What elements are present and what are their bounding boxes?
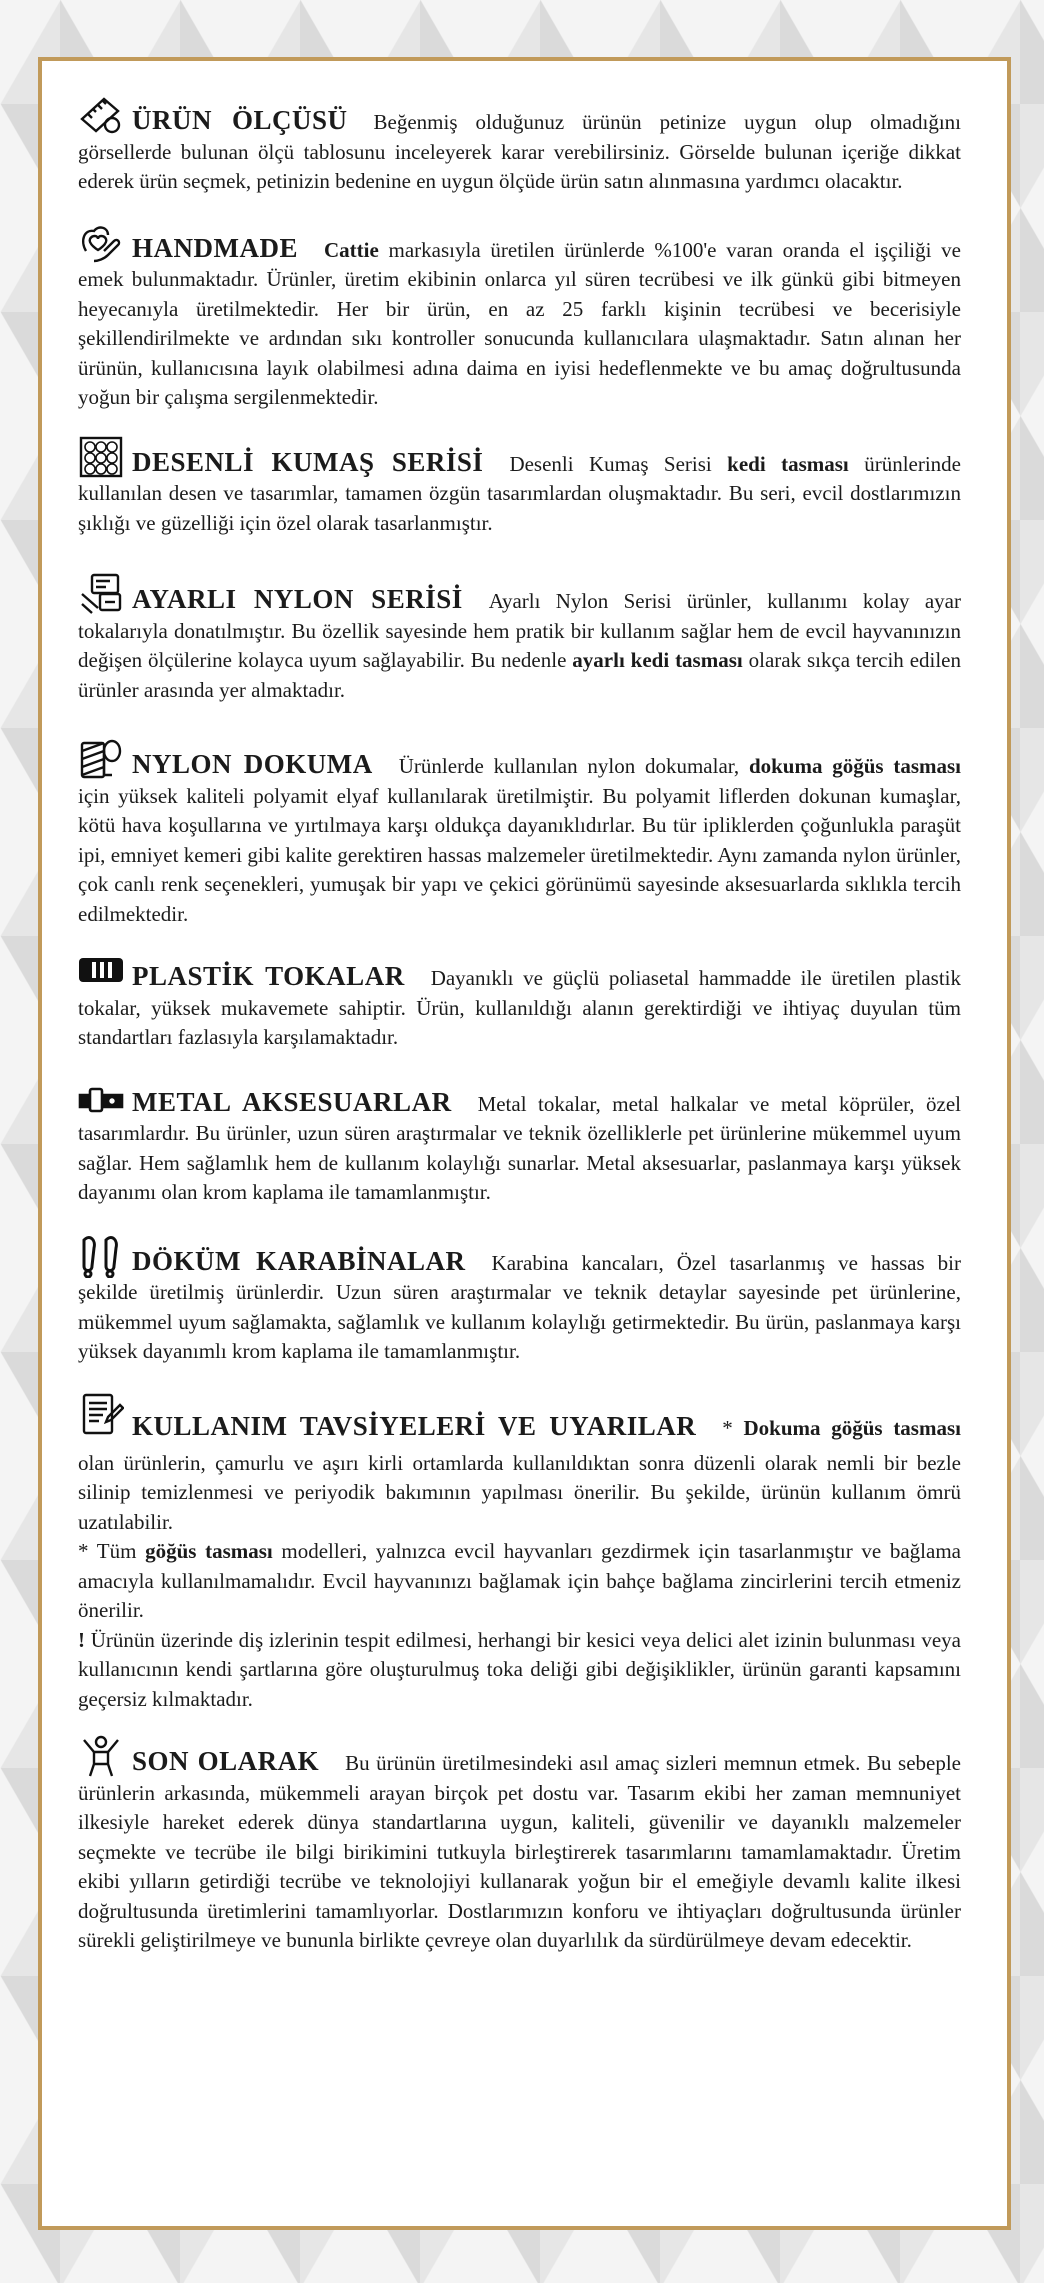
section-urun-olcusu [78, 93, 961, 197]
section-handmade [78, 221, 961, 413]
emphasis-text: ! [78, 1627, 91, 1652]
fabric-pattern-icon [78, 435, 124, 479]
emphasis-text: göğüs tasması [145, 1539, 273, 1563]
body-text: Karabina kancaları, Özel tasarlanmış ve hassas bir şekilde üretilmiş ürünlerdir. Uzun süren araştırmalar ve teknik detaylar sayesinde pet ürünlerine, mükemmel uyum sağlamakta, sağlamlık ve kullanım kolaylığı getirmektedir. Bu ürün, paslanmaya karşı yüksek dayanımlı krom kaplama ile tamamlanmıştır. [78, 1250, 961, 1363]
body-text: ürünlerinde kullanılan desen ve tasarımlar, tamamen özgün tasarımlardan oluşmaktadır. Bu seri, evcil dostlarımızın şıklığı ve güzelliği için özel olarak tasarlanmıştır. [78, 451, 961, 535]
section-body [78, 1416, 961, 1711]
body-text: * Tüm [78, 1539, 146, 1563]
section-title: PLASTİK TOKALAR [132, 961, 405, 991]
section-title: NYLON DOKUMA [132, 749, 373, 779]
body-text: Bu ürünün üretilmesindeki asıl amaç sizleri memnun etmek. Bu sebeple ürünlerin arkasında, mükemmeli arayan birçok pet dostu var. Tasarım ekibi her zaman memnuniyet ilkesiyle hareket ederek dünya standartlarına uygun, kaliteli, güvenilir ve dayanıklı malzemeler seçmekte ve tecrübe ile bilgi birikimini tutkuyla birleştirerek tasarımlarını tamamlamaktadır. Üretim ekibi yılların getirdiği tecrübe ve teknolojiyi kullanarak yoğun bir el emeğiyle devamlı kalite ilkesi doğrultusunda üretimlerini tamamlıyorlar. Dostlarımızın konforu ve ihtiyaçları doğrultusunda ürünler sürekli geliştirilmeye ve bununla birlikte çevreye olan duyarlılık da sürdürülmeye devam edecektir. [78, 1751, 961, 1952]
body-text: olan ürünlerin, çamurlu ve aşırı kirli ortamlarda kullanıldıktan sonra düzenli olarak nemli bir bezle silinip temizlenmesi ve periyodik bakımının yapılması önerilir. Bu şekilde, ürünün kullanım ömrü uzatılabilir. [78, 1450, 961, 1534]
body-text: Ayarlı Nylon Serisi ürünler, kullanımı kolay ayar tokalarıyla donatılmıştır. Bu özellik sayesinde hem pratik bir kullanım sağlar hem de evcil hayvanınızın değişen ölçülerine kolayca uyum sağlayabilir. Bu nedenle [78, 589, 961, 672]
happy-person-icon [78, 1734, 124, 1778]
emphasis-text: kedi tasması [727, 451, 849, 476]
section-dokum [78, 1234, 961, 1367]
section-title: HANDMADE [132, 232, 298, 263]
body-text: Ürünlerde kullanılan nylon dokumalar, [398, 754, 749, 778]
section-title: DÖKÜM KARABİNALAR [132, 1245, 466, 1276]
emphasis-text: Dokuma göğüs tasması [743, 1415, 961, 1440]
section-plastik [78, 949, 961, 1053]
document-pen-icon [78, 1393, 124, 1449]
section-kullanim [78, 1393, 961, 1715]
section-body [78, 1751, 961, 1952]
body-text: Beğenmiş olduğunuz ürünün petinize uygun olup olmadığını görsellerde bulunan ölçü tablosunu inceleyerek karar verebilirsiniz. Görselde bulunan içeriğe dikkat ederek ürün seçmek, petinizin bedenine en uygun ölçüde ürün satın alınmasına yardımcı olacaktır. [78, 110, 961, 193]
section-desenli [78, 435, 961, 539]
section-title: KULLANIM TAVSİYELERİ VE UYARILAR [132, 1410, 697, 1441]
info-card [38, 57, 1011, 2230]
emphasis-text: dokuma göğüs tasması [748, 754, 961, 778]
section-body [78, 238, 961, 410]
section-nylon-dokuma [78, 737, 961, 929]
section-title: AYARLI NYLON SERİSİ [132, 584, 463, 614]
adjustable-buckle-icon [78, 572, 124, 616]
body-text: olarak sıkça tercih edilen ürünler arasında yer almaktadır. [78, 648, 962, 702]
fabric-roll-icon [78, 737, 124, 781]
section-title: METAL AKSESUARLAR [132, 1086, 452, 1117]
body-text: için yüksek kaliteli polyamit elyaf kullanılarak üretilmiştir. Bu polyamit liflerden dokunan kumaşlar, kötü hava koşullarına ve yırtılmaya karşı oldukça dayanıklıdırlar. Bu tür ipliklerden çoğunlukla paraşüt ipi, emniyet kemeri gibi kalite gerektiren hassas malzemeler üretilmektedir. Aynı zamanda nylon ürünler, çok canlı renk seçenekleri, yumuşak bir yapı ve çekici görünümü sayesinde aksesuarlarda sıklıkla tercih edilmektedir. [78, 783, 961, 926]
emphasis-text: Cattie [324, 237, 379, 262]
section-metal [78, 1075, 961, 1208]
section-title: SON OLARAK [132, 1746, 320, 1776]
body-text: modelleri, yalnızca evcil hayvanları gezdirmek için tasarlanmıştır ve bağlama amacıyla kullanılmamalıdır. Evcil hayvanınızı bağlamak için bahçe bağlama zincirlerini tercih etmeniz önerilir. [78, 1539, 961, 1622]
section-title: DESENLİ KUMAŞ SERİSİ [132, 446, 484, 477]
section-ayarli [78, 572, 961, 705]
body-text: Ürünün üzerinde diş izlerinin tespit edilmesi, herhangi bir kesici veya delici alet izinin bulunması veya kullanıcının kendi şartlarına göre oluşturulmuş toka deliği gibi değişiklikler, ürünün garanti kapsamını geçersiz kılmaktadır. [78, 1627, 961, 1711]
metal-collar-icon [78, 1075, 124, 1119]
measuring-tape-icon [78, 93, 124, 137]
body-text: Desenli Kumaş Serisi [509, 451, 728, 476]
section-body [78, 754, 961, 926]
emphasis-text: ayarlı kedi tasması [572, 648, 743, 672]
body-text: * [722, 1415, 744, 1440]
body-text: markasıyla üretilen ürünlerde %100'e varan oranda el işçiliği ve emek bulunmaktadır. Ürünler, üretim ekibinin onlarca yıl süren tecrübesi ve ilk günkü gibi bitmeyen heyecanıyla üretilmektedir. Her bir ürün, en az 25 farklı kişinin tecrübesi ve becerisiyle şekillendirilmekte ve ardından sıkı kontroller sonucunda kullanıcılara ulaşmaktadır. Satın alınan her ürünün, kullanıcısına layık olabilmesi adına daima en iyisi hedeflenmekte ve bu amaç doğrultusunda yoğun bir çalışma sergilenmektedir. [78, 237, 961, 409]
body-text: Metal tokalar, metal halkalar ve metal köprüler, özel tasarımlardır. Bu ürünler, uzun süren araştırmalar ve teknik özelliklerle pet ürünlerine mükemmel uyum sağlar. Hem sağlamlık hem de kullanım kolaylığı sunarlar. Metal aksesuarlar, paslanmaya karşı yüksek dayanımı olan krom kaplama ile tamamlanmıştır. [78, 1091, 961, 1204]
handmade-heart-icon [78, 221, 124, 265]
section-son [78, 1734, 961, 1956]
plastic-buckle-icon [78, 949, 124, 993]
section-title: ÜRÜN ÖLÇÜSÜ [132, 105, 348, 135]
body-text: Dayanıklı ve güçlü poliasetal hammadde ile üretilen plastik tokalar, yüksek mukavemete sahiptir. Ürün, kullanıldığı alanın gerektirdiği ve ihtiyaç duyulan tüm standartları fazlasıyla karşılamaktadır. [78, 966, 961, 1049]
carabiner-icon [78, 1234, 124, 1278]
